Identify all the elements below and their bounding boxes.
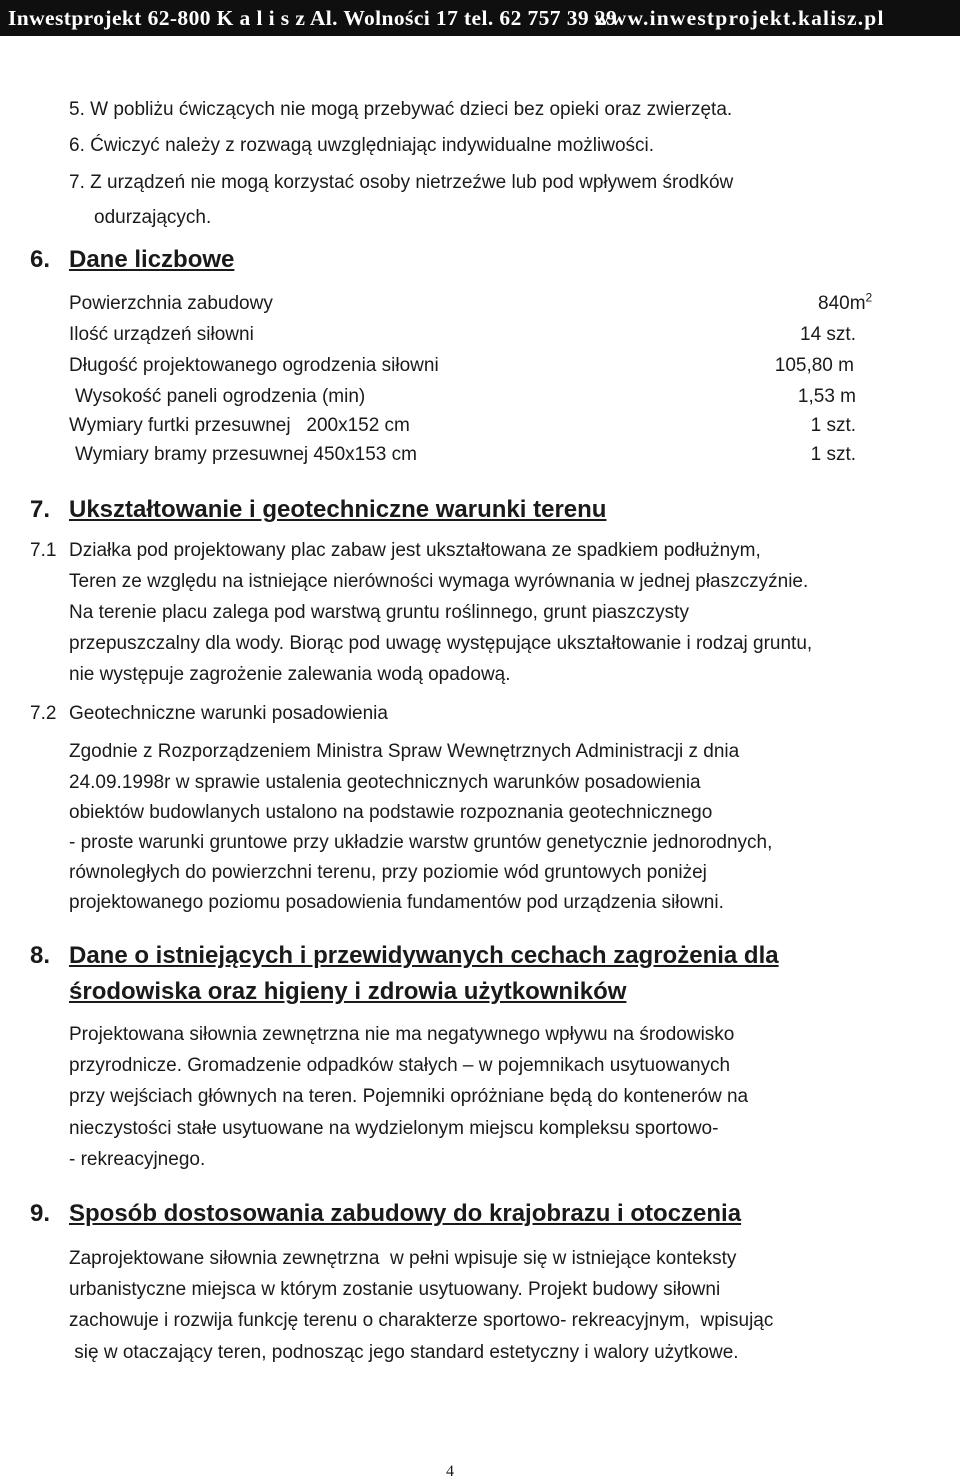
list-item-continuation: odurzających. [94,207,212,228]
paragraph-line: przepuszczalny dla wody. Biorąc pod uwagę występujące ukształtowanie i rodzaj gruntu, [69,633,813,654]
data-row-value: 14 szt. [800,324,856,345]
section-8-title-line: Dane o istniejących i przewidywanych cechach zagrożenia dla [69,942,779,969]
paragraph-line: przy wejściach głównych na teren. Pojemniki opróżniane będą do kontenerów na [69,1086,749,1107]
paragraph-line: 24.09.1998r w sprawie ustalenia geotechnicznych warunków posadowienia [69,772,701,793]
subsection-7-2-number: 7.2 [30,703,57,724]
paragraph-line: Projektowana siłownia zewnętrzna nie ma negatywnego wpływu na środowisko [69,1024,735,1045]
data-row-label: Powierzchnia zabudowy [69,293,273,314]
data-row-value: 1 szt. [810,444,856,465]
paragraph-line: równoległych do powierzchni terenu, przy poziomie wód gruntowych poniżej [69,862,707,883]
paragraph-line: Zaprojektowane siłownia zewnętrzna w pełni wpisuje się w istniejące konteksty [69,1248,737,1269]
paragraph-line: - proste warunki gruntowe przy układzie warstw gruntów genetycznie jednorodnych, [69,832,773,853]
paragraph-line: Zgodnie z Rozporządzeniem Ministra Spraw Wewnętrznych Administracji z dnia [69,741,740,762]
list-item: 7. Z urządzeń nie mogą korzystać osoby nietrzeźwe lub pod wpływem środków [69,172,734,193]
list-item: 6. Ćwiczyć należy z rozwagą uwzględniając indywidualne możliwości. [69,135,655,156]
paragraph-line: przyrodnicze. Gromadzenie odpadków stałych – w pojemnikach usytuowanych [69,1055,731,1076]
superscript: 2 [865,290,873,305]
paragraph-line: się w otaczający teren, podnosząc jego standard estetyczny i walory użytkowe. [69,1342,739,1363]
data-row-label: Długość projektowanego ogrodzenia siłowni [69,355,439,376]
paragraph-line: - rekreacyjnego. [69,1149,206,1170]
subsection-7-2-title: Geotechniczne warunki posadowienia [69,703,388,724]
letterhead-website: www.inwestprojekt.kalisz.pl [594,6,885,30]
section-9-title: Sposób dostosowania zabudowy do krajobrazu i otoczenia [69,1200,742,1227]
section-7-title: Ukształtowanie i geotechniczne warunki terenu [69,496,607,523]
paragraph-line: nie występuje zagrożenie zalewania wodą opadową. [69,664,511,685]
paragraph-line: Teren ze względu na istniejące nierówności wymaga wyrównania w jednej płaszczyźnie. [69,571,809,592]
data-row-value: $840m^2$ [818,290,873,314]
section-7-number: 7. [30,496,51,523]
paragraph-line: obiektów budowlanych ustalono na podstawie rozpoznania geotechnicznego [69,802,713,823]
page-number: 4 [446,1463,454,1480]
section-8-title-line: środowiska oraz higieny i zdrowia użytkowników [69,978,627,1005]
letterhead-company: Inwestprojekt 62-800 K a l i s z Al. Wolności 17 tel. 62 757 39 29 [8,6,618,30]
letterhead-bar [0,0,960,36]
paragraph-line: zachowuje i rozwija funkcję terenu o charakterze sportowo- rekreacyjnym, wpisując [69,1310,774,1331]
section-8-number: 8. [30,942,51,969]
subsection-7-1-number: 7.1 [30,540,57,561]
data-row-label: Wymiary bramy przesuwnej 450x153 cm [75,444,417,465]
data-row-value: 1 szt. [810,415,856,436]
paragraph-line: nieczystości stałe usytuowane na wydzielonym miejscu kompleksu sportowo- [69,1118,719,1139]
data-row-value: 105,80 m [774,355,854,376]
paragraph-line: projektowanego poziomu posadowienia fundamentów pod urządzenia siłowni. [69,892,724,913]
section-9-number: 9. [30,1200,51,1227]
data-row-label: Ilość urządzeń siłowni [69,324,254,345]
section-6-number: 6. [30,246,51,273]
section-6-title: Dane liczbowe [69,246,235,273]
data-row-label: Wysokość paneli ogrodzenia (min) [75,386,366,407]
list-item: 5. W pobliżu ćwiczących nie mogą przebywać dzieci bez opieki oraz zwierzęta. [69,99,733,120]
paragraph-line: Działka pod projektowany plac zabaw jest ukształtowana ze spadkiem podłużnym, [69,540,761,561]
paragraph-line: Na terenie placu zalega pod warstwą gruntu roślinnego, grunt piaszczysty [69,602,689,623]
data-row-value: 1,53 m [797,386,856,407]
data-row-label: Wymiary furtki przesuwnej 200x152 cm [69,415,410,436]
paragraph-line: urbanistyczne miejsca w którym zostanie usytuowany. Projekt budowy siłowni [69,1279,721,1300]
